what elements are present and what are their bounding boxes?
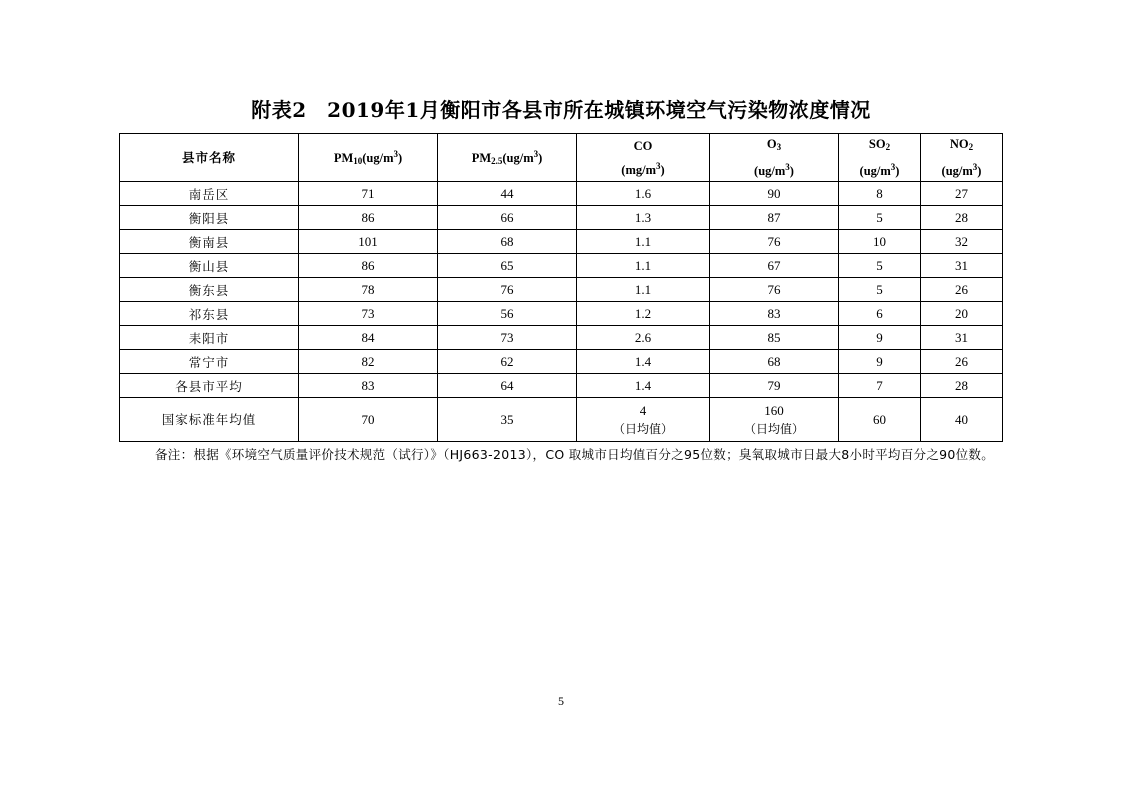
page-number: 5 [558,694,564,708]
so2-value: 5 [839,206,921,230]
pm25-value: 65 [438,254,577,278]
pm25-value: 66 [438,206,577,230]
county-name: 衡东县 [120,278,299,302]
co-standard-note: （日均值） [612,421,673,436]
pm10-value: 101 [299,230,438,254]
header-co: CO $(mg/m^3)$ [577,134,710,182]
pm25-value: 56 [438,302,577,326]
table-row [120,278,1003,302]
table-row [120,350,1003,374]
so2-value: 9 [839,326,921,350]
o3-value: 76 [710,230,839,254]
o3-value: 85 [710,326,839,350]
pm25-value: 76 [438,278,577,302]
co-value: 1.4 [577,374,710,398]
table-title: 附表2 2019年1月衡阳市各县市所在城镇环境空气污染物浓度情况 [251,98,871,122]
co-value: 1.1 [577,254,710,278]
co-value: 1.4 [577,350,710,374]
pm25-value: 68 [438,230,577,254]
no2-standard: 40 [921,398,1003,442]
no2-value: 28 [921,206,1003,230]
pm25-value: 44 [438,182,577,206]
header-county-name: 县市名称 [120,134,299,182]
no2-value: 20 [921,302,1003,326]
so2-value: 7 [839,374,921,398]
o3-value: 83 [710,302,839,326]
so2-value: 5 [839,254,921,278]
no2-value: 26 [921,278,1003,302]
pm10-value: 82 [299,350,438,374]
average-row [120,374,1003,398]
o3-value: 87 [710,206,839,230]
co-value: 2.6 [577,326,710,350]
pm25-standard: 35 [438,398,577,442]
header-o3: $O_3$ $(ug/m^3)$ [710,134,839,182]
no2-value: 28 [921,374,1003,398]
header-no2: $NO_2$ $(ug/m^3)$ [921,134,1003,182]
so2-value: 9 [839,350,921,374]
so2-value: 10 [839,230,921,254]
o3-value: 79 [710,374,839,398]
table-row [120,182,1003,206]
header-row [120,134,1003,182]
table-row [120,302,1003,326]
co-value: 1.2 [577,302,710,326]
header-pm10: $PM_{10}(ug/m^3)$ [299,134,438,182]
o3-standard: 160 （日均值） [710,398,839,442]
no2-value: 31 [921,254,1003,278]
pm25-value: 73 [438,326,577,350]
o3-standard-note: （日均值） [743,421,804,436]
standard-label: 国家标准年均值 [120,398,299,442]
pm10-value: 71 [299,182,438,206]
pm10-value: 86 [299,254,438,278]
standard-row [120,398,1003,442]
co-value: 1.1 [577,278,710,302]
o3-value: 68 [710,350,839,374]
co-value: 1.1 [577,230,710,254]
header-pm25: $PM_{2.5}(ug/m^3)$ [438,134,577,182]
co-standard: 4 （日均值） [577,398,710,442]
pm10-value: 78 [299,278,438,302]
county-name: 衡南县 [120,230,299,254]
county-name: 衡阳县 [120,206,299,230]
co-value: 1.3 [577,206,710,230]
pm10-value: 83 [299,374,438,398]
o3-value: 67 [710,254,839,278]
county-name: 耒阳市 [120,326,299,350]
county-name: 各县市平均 [120,374,299,398]
county-name: 常宁市 [120,350,299,374]
so2-value: 6 [839,302,921,326]
table-row [120,230,1003,254]
table-row [120,206,1003,230]
no2-value: 27 [921,182,1003,206]
pm10-value: 73 [299,302,438,326]
no2-value: 31 [921,326,1003,350]
table-row [120,254,1003,278]
o3-value: 76 [710,278,839,302]
no2-value: 32 [921,230,1003,254]
county-name: 祁东县 [120,302,299,326]
pm25-value: 64 [438,374,577,398]
pollutant-table [119,133,1003,442]
so2-standard: 60 [839,398,921,442]
pm10-standard: 70 [299,398,438,442]
o3-value: 90 [710,182,839,206]
table-row [120,326,1003,350]
county-name: 衡山县 [120,254,299,278]
no2-value: 26 [921,350,1003,374]
pm10-value: 86 [299,206,438,230]
co-value: 1.6 [577,182,710,206]
pm25-value: 62 [438,350,577,374]
so2-value: 8 [839,182,921,206]
so2-value: 5 [839,278,921,302]
table-note: 备注：根据《环境空气质量评价技术规范（试行）》（HJ663-2013），CO 取城市日均值百分之95位数；臭氧取城市日最大8小时平均百分之90位数。 [155,447,995,462]
header-so2: $SO_2$ $(ug/m^3)$ [839,134,921,182]
pm10-value: 84 [299,326,438,350]
county-name: 南岳区 [120,182,299,206]
